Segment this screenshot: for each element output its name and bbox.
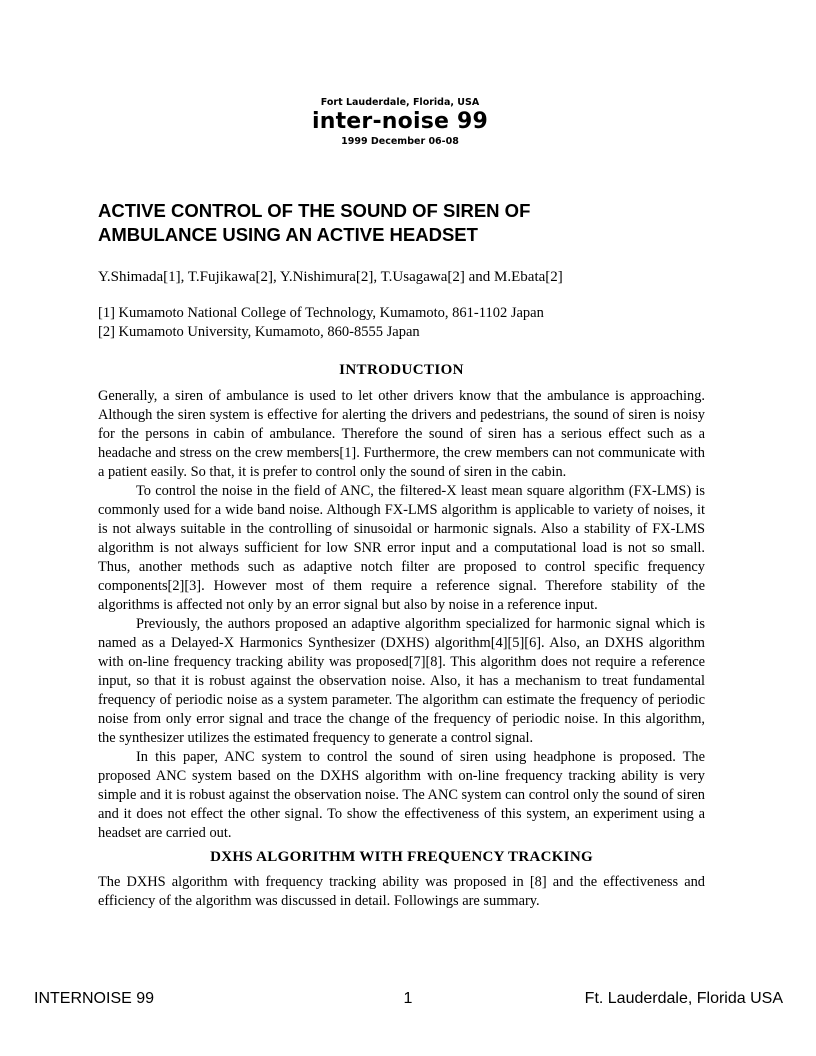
- footer-location: Ft. Lauderdale, Florida USA: [584, 990, 783, 1007]
- page-number: 1: [403, 990, 413, 1007]
- paper-title: [98, 199, 705, 247]
- section-heading-introduction: INTRODUCTION: [339, 362, 464, 378]
- author-list: Y.Shimada[1], T.Fujikawa[2], Y.Nishimura[2], T.Usagawa[2] and M.Ebata[2]: [98, 269, 563, 285]
- affiliation-1: [1] Kumamoto National College of Technology, Kumamoto, 861-1102 Japan: [98, 305, 544, 321]
- footer-conference: INTERNOISE 99: [34, 990, 155, 1007]
- paper-title-line-2: AMBULANCE USING AN ACTIVE HEADSET: [98, 224, 478, 245]
- section-heading-dxhs: DXHS ALGORITHM WITH FREQUENCY TRACKING: [210, 849, 593, 865]
- affiliation-2: [2] Kumamoto University, Kumamoto, 860-8555 Japan: [98, 324, 420, 340]
- conference-header: [290, 96, 510, 148]
- intro-paragraph-3: Previously, the authors proposed an adaptive algorithm specialized for harmonic signal which is named as a Delayed-X Harmonics Synthesizer (DXHS) algorithm[4][5][6]. Also, an DXHS algorithm with on-line frequency tracking ability was proposed[7][8]. This algorithm does not require a reference input, so that it is robust against the observation noise. Also, it has a mechanism to treat fundamental frequency of periodic noise as a system parameter. The algorithm can estimate the frequency of periodic noise from only error signal and trace the change of the frequency of periodic noise. In this algorithm, the synthesizer utilizes the estimated frequency to generate a control signal.: [98, 616, 705, 746]
- page-footer: [0, 990, 816, 1010]
- intro-paragraph-1: Generally, a siren of ambulance is used to let other drivers know that the ambulance is approaching. Although the siren system is effective for alerting the drivers and pedestrians, the sound of siren is noisy for the persons in cabin of ambulance. Therefore the sound of siren has a serious effect such as a headache and stress on the crew members[1]. Furthermore, the crew members can not communicate with a patient easily. So that, it is prefer to control only the sound of siren in the cabin.: [98, 388, 705, 480]
- affiliations: [98, 304, 705, 342]
- intro-paragraph-2: To control the noise in the field of ANC, the filtered-X least mean square algorithm (FX-LMS) is commonly used for a wide band noise. Although FX-LMS algorithm is applicable to variety of noises, it is not always suitable in the controlling of sinusoidal or harmonic signals. Also a stability of FX-LMS algorithm is not always sufficient for low SNR error input and a computational load is not so small. Thus, another methods such as adaptive notch filter are proposed to control specific frequency components[2][3]. However most of them require a reference signal. Therefore stability of the algorithms is affected not only by an error signal but also by noise in a reference input.: [98, 483, 705, 613]
- paper-content: [98, 199, 705, 911]
- intro-paragraph-4: In this paper, ANC system to control the sound of siren using headphone is proposed. The proposed ANC system based on the DXHS algorithm with on-line frequency tracking ability is very simple and it is robust against the observation noise. The ANC system can control only the sound of siren and it does not effect the other signal. To show the effectiveness of this system, an experiment using a headset are carried out.: [98, 749, 705, 841]
- paper-title-line-1: ACTIVE CONTROL OF THE SOUND OF SIREN OF: [98, 200, 531, 221]
- dxhs-paragraph-1: The DXHS algorithm with frequency tracking ability was proposed in [8] and the effectiveness and efficiency of the algorithm was discussed in detail. Followings are summary.: [98, 874, 705, 909]
- conference-location: Fort Lauderdale, Florida, USA: [320, 97, 480, 108]
- conference-logo: inter-noise 99: [311, 109, 489, 134]
- conference-date: 1999 December 06-08: [341, 136, 459, 147]
